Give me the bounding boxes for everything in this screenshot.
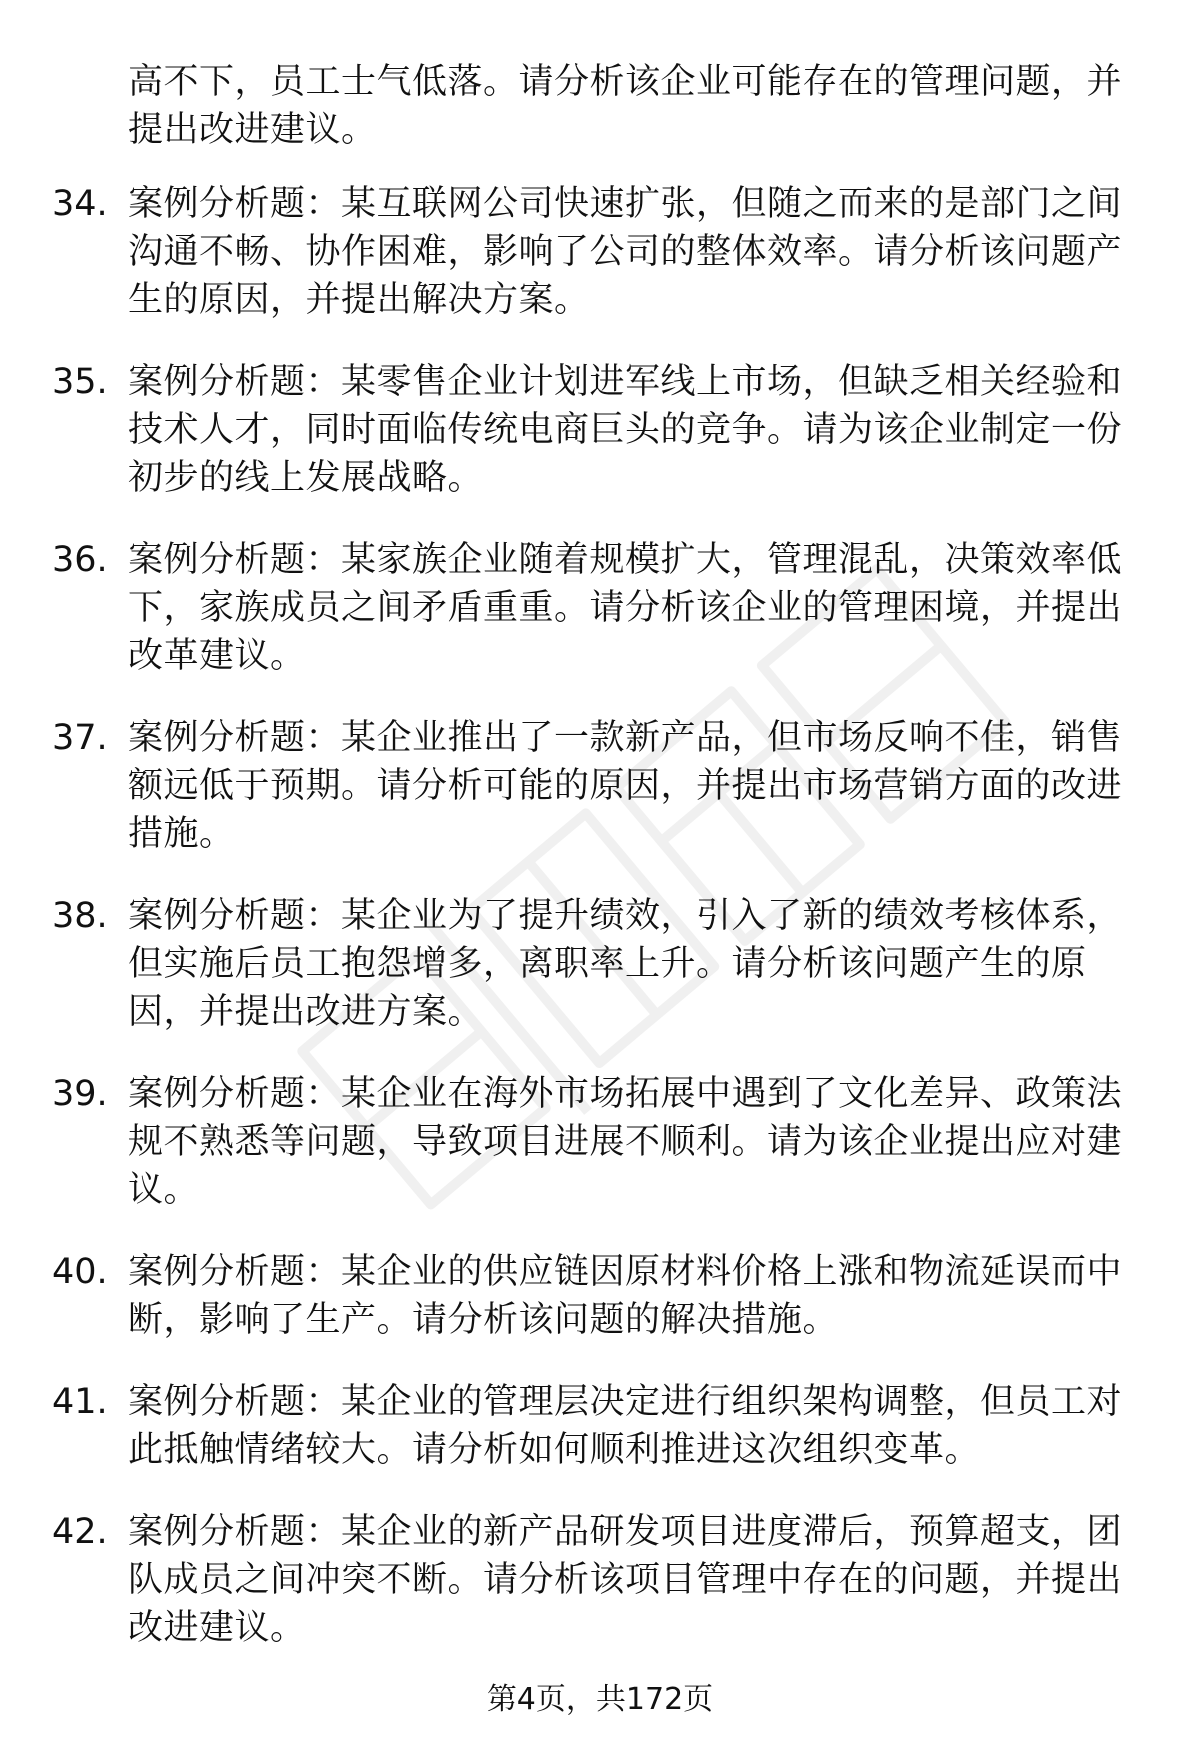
question-text: 案例分析题：某企业的新产品研发项目进度滞后，预算超支，团队成员之间冲突不断。请分析该项目管理中存在的问题，并提出改进建议。 bbox=[128, 1512, 1123, 1648]
question-item bbox=[0, 1378, 1200, 1474]
question-item bbox=[0, 536, 1200, 680]
question-number: 37. bbox=[52, 718, 108, 758]
question-text: 案例分析题：某企业为了提升绩效，引入了新的绩效考核体系，但实施后员工抱怨增多，离职率上升。请分析该问题产生的原因，并提出改进方案。 bbox=[128, 896, 1123, 1032]
question-item bbox=[0, 892, 1200, 1036]
question-number: 35. bbox=[52, 362, 108, 402]
question-text: 案例分析题：某企业的管理层决定进行组织架构调整，但员工对此抵触情绪较大。请分析如何顺利推进这次组织变革。 bbox=[128, 1382, 1123, 1470]
question-item bbox=[0, 1248, 1200, 1344]
question-item bbox=[0, 358, 1200, 502]
question-item bbox=[0, 1508, 1200, 1652]
question-number: 41. bbox=[52, 1382, 108, 1422]
question-text: 案例分析题：某企业在海外市场拓展中遇到了文化差异、政策法规不熟悉等问题，导致项目进展不顺利。请为该企业提出应对建议。 bbox=[128, 1074, 1123, 1210]
question-number: 34. bbox=[52, 184, 108, 224]
question-number: 42. bbox=[52, 1512, 108, 1552]
question-number: 36. bbox=[52, 540, 108, 580]
question-number: 40. bbox=[52, 1252, 108, 1292]
question-text: 案例分析题：某企业的供应链因原材料价格上涨和物流延误而中断，影响了生产。请分析该问题的解决措施。 bbox=[128, 1252, 1123, 1340]
question-item bbox=[0, 1070, 1200, 1214]
question-number: 39. bbox=[52, 1074, 108, 1114]
question-number: 38. bbox=[52, 896, 108, 936]
question-item bbox=[0, 714, 1200, 858]
page-footer: 第4页，共172页 bbox=[486, 1682, 714, 1717]
continued-paragraph: 高不下，员工士气低落。请分析该企业可能存在的管理问题，并提出改进建议。 bbox=[128, 62, 1123, 150]
question-list bbox=[0, 180, 1200, 1686]
question-text: 案例分析题：某互联网公司快速扩张，但随之而来的是部门之间沟通不畅、协作困难，影响了公司的整体效率。请分析该问题产生的原因，并提出解决方案。 bbox=[128, 184, 1123, 320]
question-item bbox=[0, 180, 1200, 324]
question-text: 案例分析题：某零售企业计划进军线上市场，但缺乏相关经验和技术人才，同时面临传统电商巨头的竞争。请为该企业制定一份初步的线上发展战略。 bbox=[128, 362, 1123, 498]
question-text: 案例分析题：某家族企业随着规模扩大，管理混乱，决策效率低下，家族成员之间矛盾重重。请分析该企业的管理困境，并提出改革建议。 bbox=[128, 540, 1123, 676]
question-text: 案例分析题：某企业推出了一款新产品，但市场反响不佳，销售额远低于预期。请分析可能的原因，并提出市场营销方面的改进措施。 bbox=[128, 718, 1123, 854]
